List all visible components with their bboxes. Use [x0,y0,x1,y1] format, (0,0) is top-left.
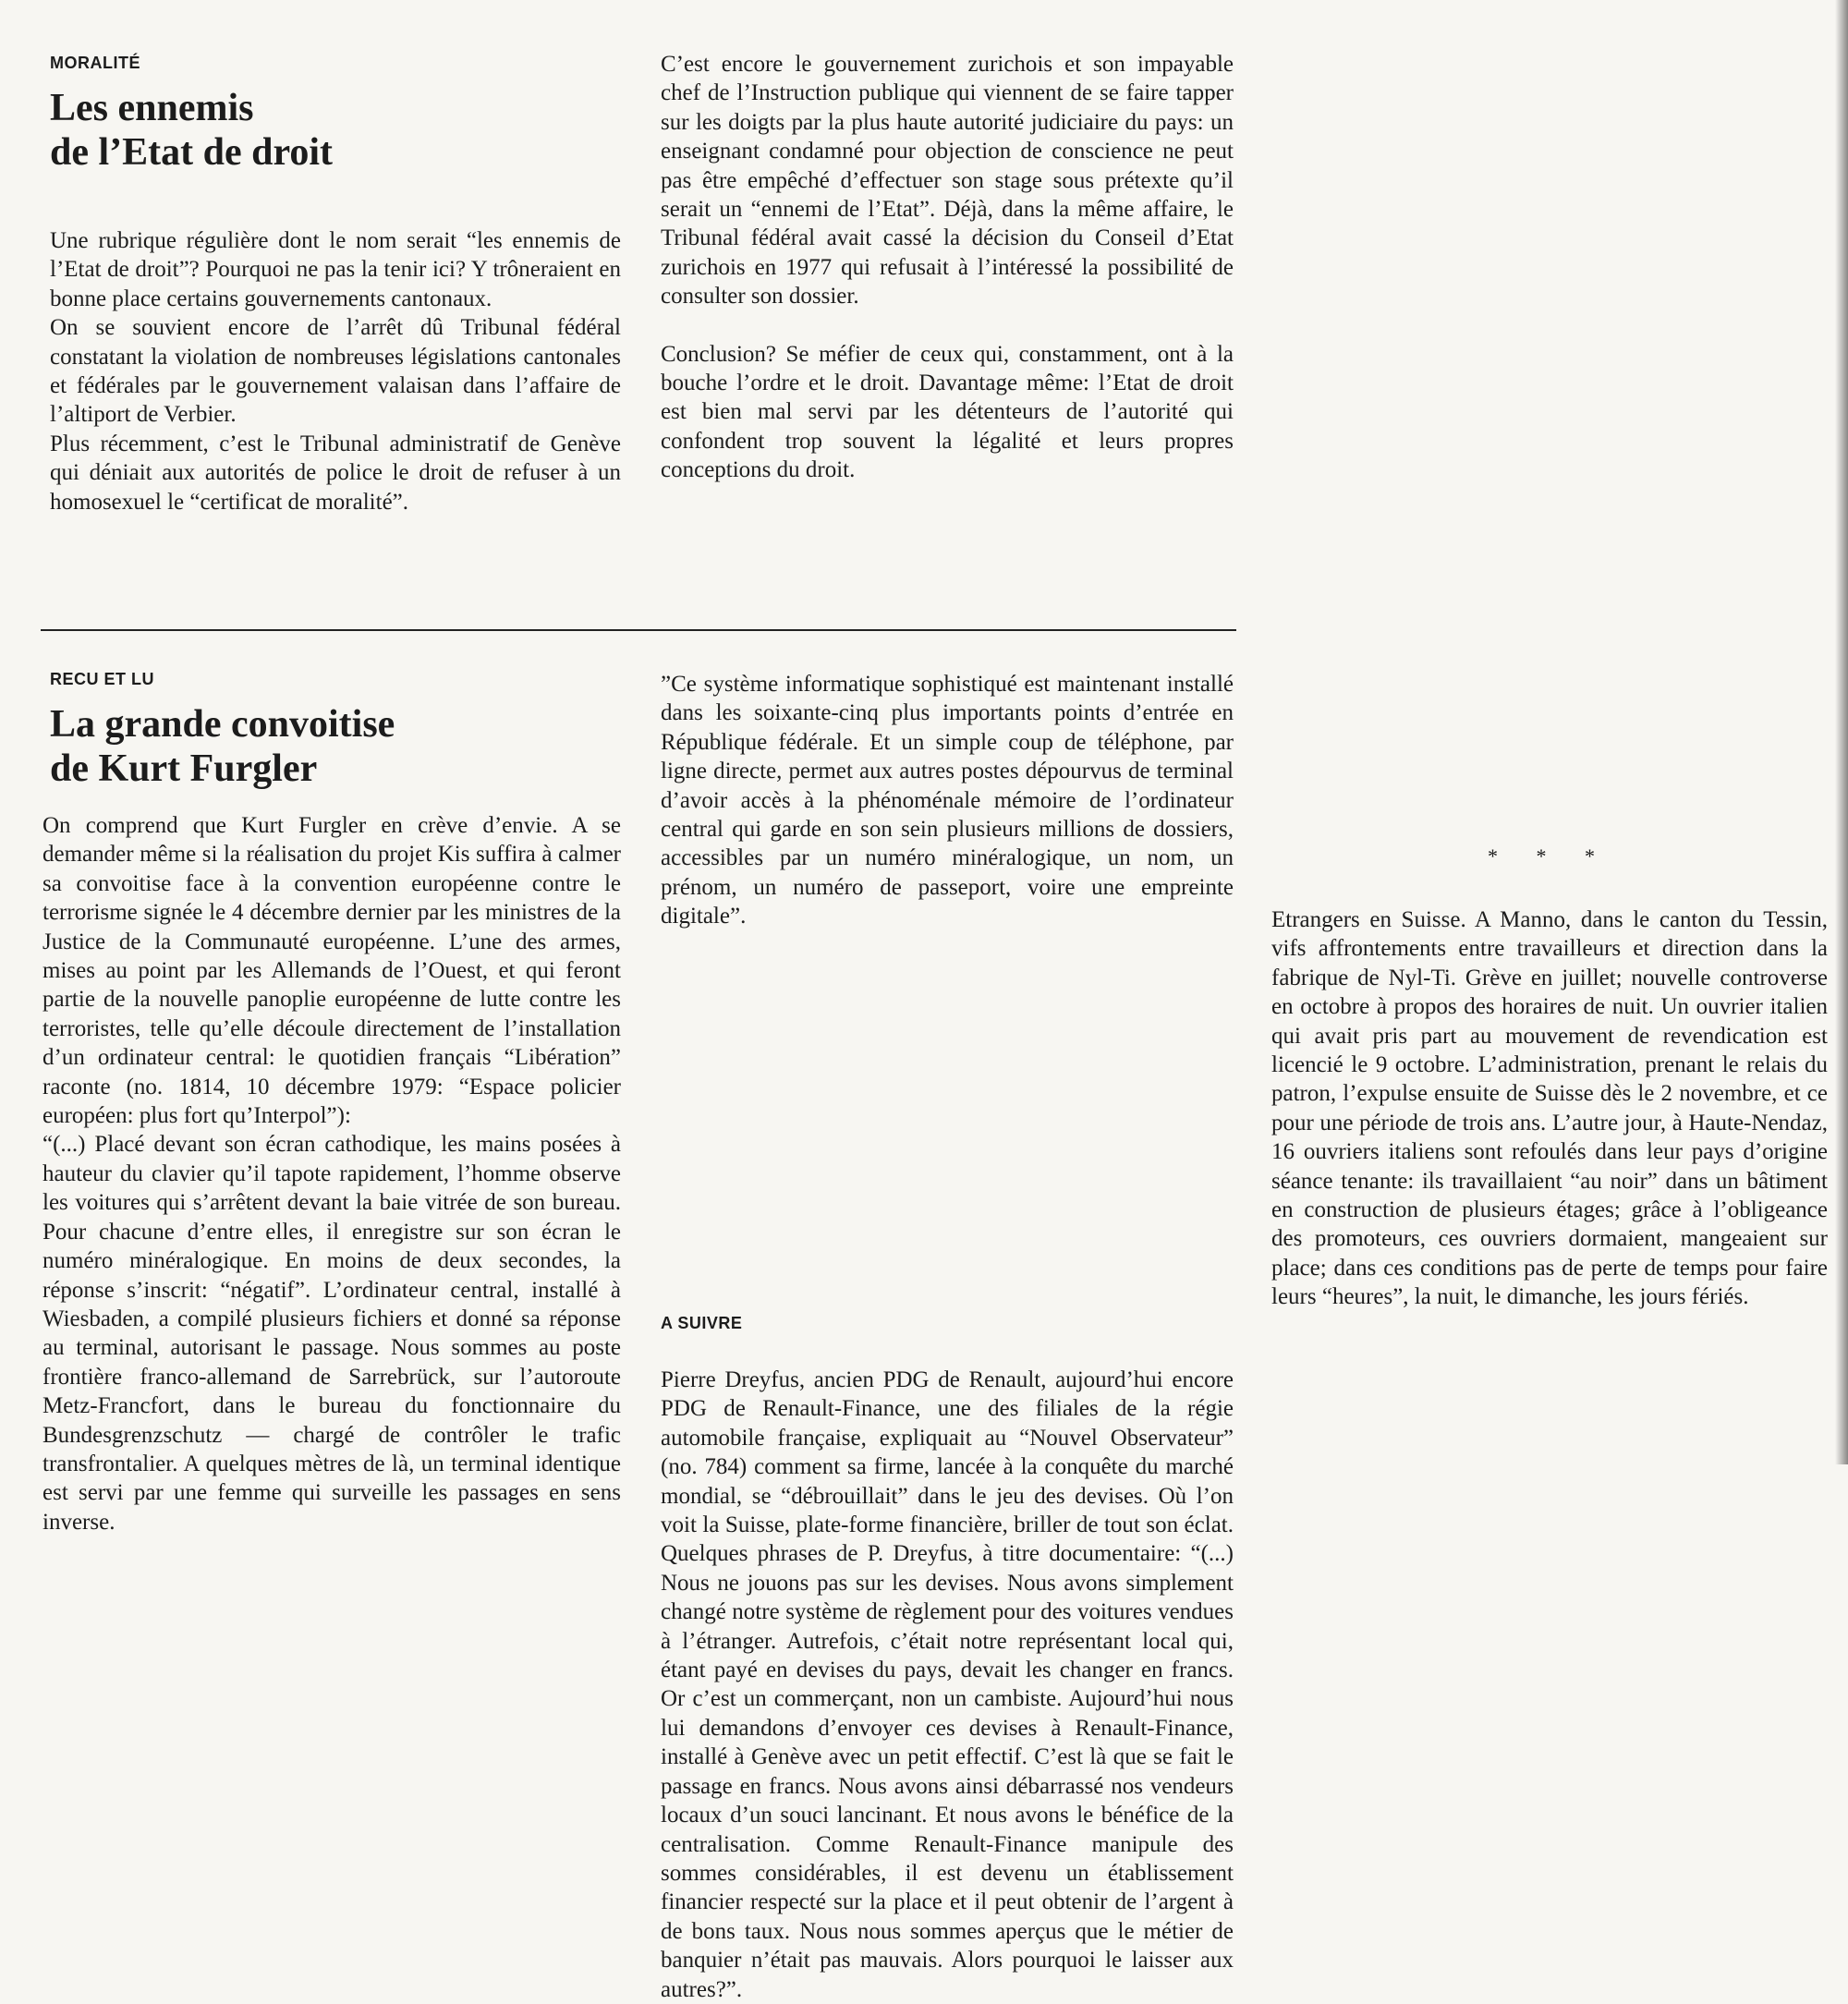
moralite-paragraph: Plus récemment, c’est le Tribunal administratif de Genève qui déniait aux autorités de police le droit de refuser à un homosexuel le “certificat de moralité”. [50,431,621,515]
recu-paragraph: On comprend que Kurt Furgler en crève d’envie. A se demander même si la réalisation du projet Kis suffira à calmer sa convoitise face à la convention européenne contre le terrorisme signée le 4 décembre dernier par les ministres de la Justice de la Communauté européenne. L’une des armes, mises au point par les Allemands de l’Ouest, et qui feront partie de la nouvelle panoplie européenne de lutte contre les terroristes, telle qu’elle découle directement de l’installation d’un ordinateur central: le quotidien français “Libération” raconte (no. 1814, 10 décembre 1979: “Espace policier européen: plus fort qu’Interpol”): [43,813,621,1129]
recu-headline-line1: La grande convoitise [50,703,395,746]
suivre-paragraph: Etrangers en Suisse. A Manno, dans le canton du Tessin, vifs affrontements entre travailleurs et direction dans la fabrique de Nyl-Ti. Grève en juillet; nouvelle controverse en octobre à propos des horaires de nuit. Un ouvrier italien qui avait pris part au mouvement de revendication est licencié le 9 octobre. L’administration, prenant le relais du patron, l’expulse ensuite de Suisse dès le 2 novembre, et ce pour une période de trois ans. L’autre jour, à Haute-Nendaz, 16 ouvriers italiens sont refoulés dans leur pays d’origine séance tenante: ils travaillaient “au noir” dans un bâtiment en construction de plusieurs étages; grâce à l’obligeance des promoteurs, ces ouvriers dormaient, mangeaient sur place; dans ces conditions pas de perte de temps pour faire leurs “heures”, la nuit, le dimanche, les jours fériés. [1271,907,1828,1310]
recu-paragraph: “(...) Placé devant son écran cathodique, les mains posées à hauteur du clavier qu’il tapote rapidement, l’homme observe les voitures qui s’arrêtent devant la baie vitrée de son bureau. Pour chacune d’entre elles, il enregistre sur son écran le numéro minéralogique. En moins de deux secondes, la réponse s’inscrit: “négatif”. L’ordinateur central, installé à Wiesbaden, a compilé plusieurs fichiers et donné sa réponse au terminal, autorisant le passage. Nous sommes au poste frontière franco-allemand de Sarrebrück, sur l’autoroute Metz-Francfort, dans le bureau du fonctionnaire du Bundesgrenzschutz — chargé de contrôler le trafic transfrontalier. A quelques mètres de là, un terminal identique est servi par une femme qui surveille les passages en sens inverse. [43,1132,621,1535]
suivre-paragraph: Pierre Dreyfus, ancien PDG de Renault, aujourd’hui encore PDG de Renault-Finance, une des filiales de la régie automobile française, expliquait au “Nouvel Observateur” (no. 784) comment sa firme, lancée à la conquête du marché mondial, se “débrouillait” dans le jeu des devises. Où l’on voit la Suisse, plate-forme financière, briller de tout son éclat. Quelques phrases de P. Dreyfus, à titre documentaire: “(...) Nous ne jouons pas sur les devises. Nous avons simplement changé notre système de règlement pour des voitures vendues à l’étranger. Autrefois, c’était notre représentant local qui, étant payé en devises du pays, devait les changer en francs. Or c’est un commerçant, non un cambiste. Aujourd’hui nous lui demandons d’envoyer ces devises à Renault-Finance, installé à Genève avec un petit effectif. C’est là que se fait le passage en francs. Nous avons ainsi débarrassé nos vendeurs locaux d’un souci lancinant. Et nous avons le bénéfice de la centralisation. Comme Renault-Finance manipule des sommes considérables, il est devenu un établissement financier respecté sur la place et il peut obtenir de l’argent à de bons taux. Nous nous sommes aperçus que le métier de banquier n’était pas mauvais. Alors pourquoi le laisser aux autres?”. [661,1367,1234,2002]
suivre-body-right [1271,50,1828,1312]
moralite-paragraph: C’est encore le gouvernement zurichois et son impayable chef de l’Instruction publique qui viennent de se faire tapper sur les doigts par la plus haute autorité judiciaire du pays: un enseignant condamné pour objection de conscience ne peut pas être empêché d’effectuer son stage sous prétexte qu’il serait un “ennemi de l’Etat”. Déjà, dans la même affaire, le Tribunal fédéral avait cassé la décision du Conseil d’Etat zurichois en 1977 qui refusait à l’intéressé la possibilité de consulter son dossier. [661,52,1234,310]
moralite-body-middle [661,50,1234,485]
moralite-paragraph: Une rubrique régulière dont le nom serait “les ennemis de l’Etat de droit”? Pourquoi ne pas la tenir ici? Y trôneraient en bonne place certains gouvernements cantonaux. [50,228,621,311]
recu-kicker: RECU ET LU [50,670,154,688]
recu-header [50,670,621,791]
recu-body-middle [661,670,1234,931]
page-edge-shadow [1835,0,1848,1464]
suivre-body-middle [661,1366,1234,2004]
moralite-kicker: MORALITÉ [50,54,140,72]
moralite-paragraph: On se souvient encore de l’arrêt dû Tribunal fédéral constatant la violation de nombreuses législations cantonales et fédérales par le gouvernement valaisan dans l’affaire de l’altiport de Verbier. [50,315,621,428]
recu-headline [50,702,621,791]
recu-paragraph: ”Ce système informatique sophistiqué est maintenant installé dans les soixante-cinq plus importants points d’entrée en République fédérale. Et un simple coup de téléphone, par ligne directe, permet aux autres postes dépourvus de terminal d’avoir accès à la phénoménale mémoire de l’ordinateur central qui garde en son sein plusieurs millions de dossiers, accessibles par un numéro minéralogique, un nom, un prénom, un numéro de passeport, voire une empreinte digitale”. [661,672,1234,929]
section-separator-stars: * * * [1488,844,1611,868]
section-divider-rule [41,629,1236,631]
suivre-kicker: A SUIVRE [661,1314,743,1332]
moralite-headline-line2: de l’Etat de droit [50,131,334,174]
moralite-headline [50,86,621,175]
moralite-body-left [50,226,621,516]
recu-headline-line2: de Kurt Furgler [50,747,318,790]
recu-body-left [43,811,621,1535]
suivre-header [661,1314,1234,1333]
moralite-paragraph: Conclusion? Se méfier de ceux qui, constamment, ont à la bouche l’ordre et le droit. Davantage même: l’Etat de droit est bien mal servi par les détenteurs de l’autorité qui confondent trop souvent la légalité et leurs propres conceptions du droit. [661,341,1234,483]
moralite-headline-line1: Les ennemis [50,87,254,129]
moralite-header [50,54,621,175]
